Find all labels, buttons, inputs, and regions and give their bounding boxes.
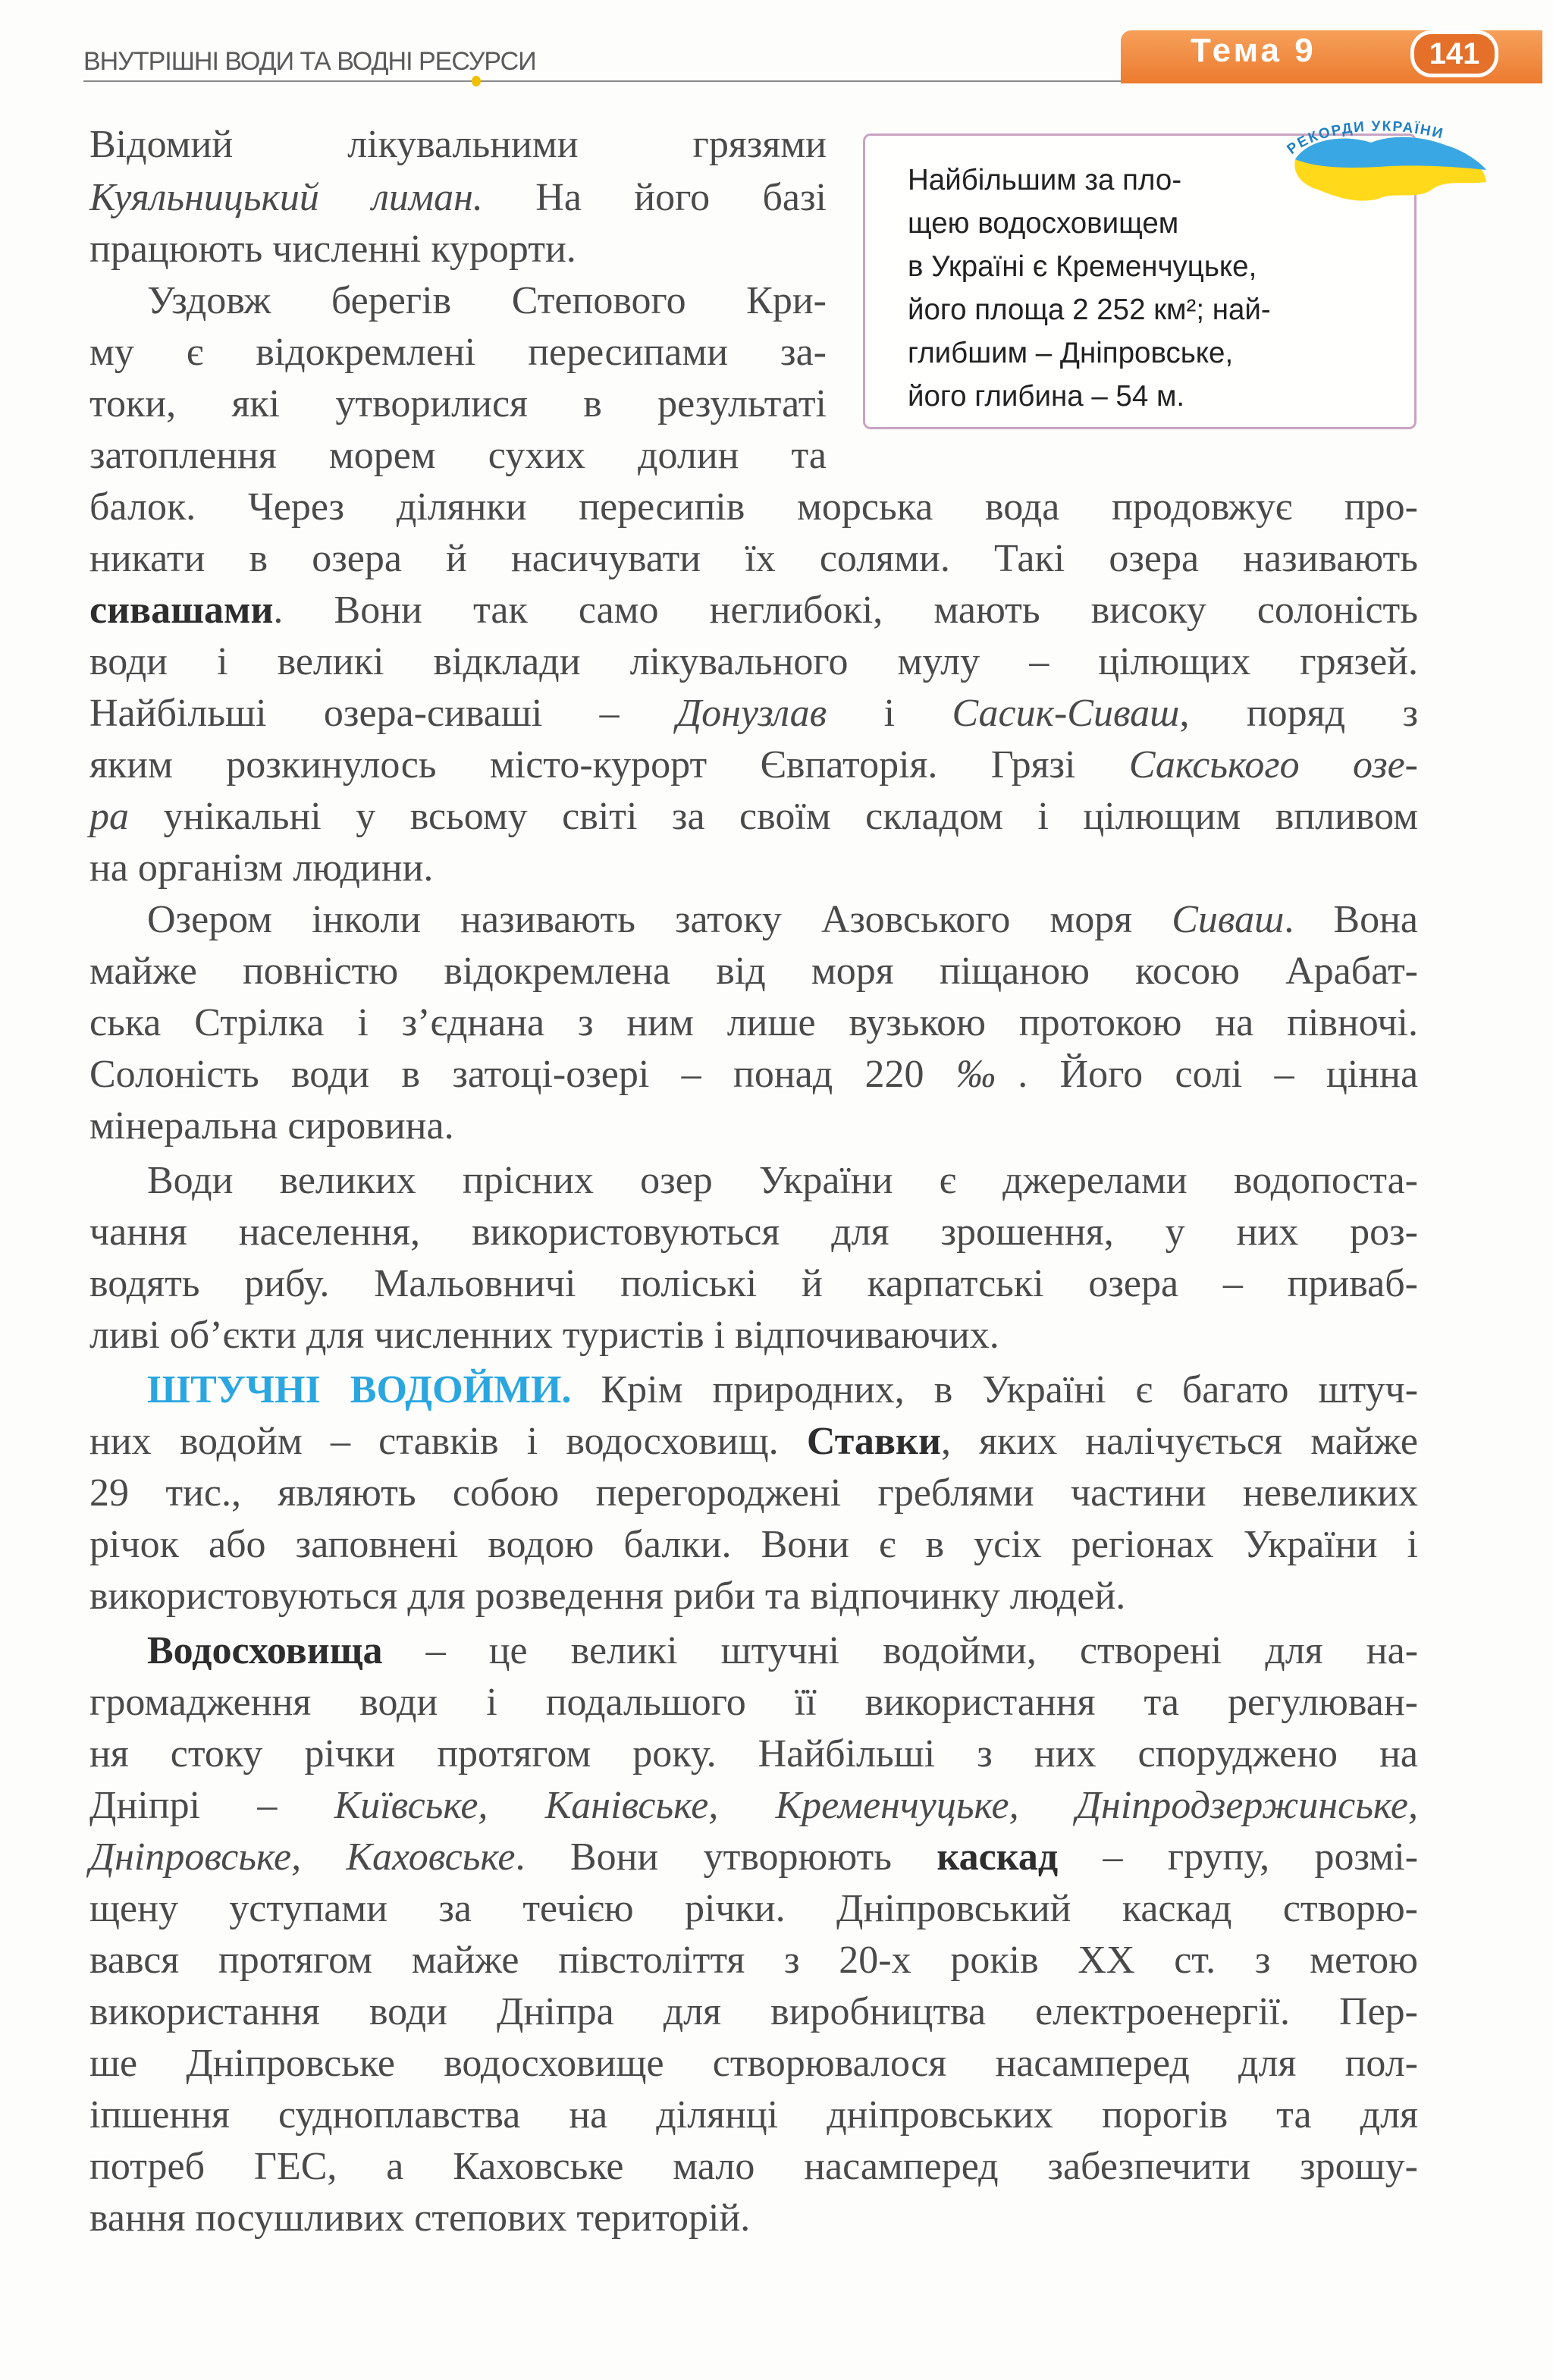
term-sivash: сивашами (89, 589, 274, 632)
text-line: ШТУЧНІ ВОДОЙМИ. Крім природних, в Україні є багато штуч- (89, 1364, 1418, 1417)
text-line: вання посушливих степових територій. (89, 2196, 751, 2240)
text-line: Відомий лікувальними грязями (89, 123, 827, 166)
term-vodoskhovyshcha: Водосховища (147, 1629, 383, 1672)
record-line: в Україні є Кременчуцьке, (908, 250, 1257, 283)
text-line: працюють численні курорти. (89, 228, 576, 271)
text-line: ська Стрілка і з’єднана з ним лише вузькою протокою на півночі. (89, 1001, 1418, 1044)
page-number: 141 (1410, 30, 1498, 77)
record-line: глибшим – Дніпровське, (908, 337, 1234, 369)
text-line: Води великих прісних озер України є джерелами водопоста- (147, 1159, 1418, 1202)
text-line: майже повністю відокремлена від моря піщаною косою Арабат- (89, 950, 1418, 993)
text-line: Озером інколи називають затоку Азовського моря Сиваш. Вона (147, 898, 1419, 941)
term-stavky: Ставки (806, 1420, 941, 1463)
text-line: вався протягом майже півстоліття з 20-х років XX ст. з метою (89, 1939, 1418, 1982)
text-line: никати в озера й насичувати їх солями. Такі озера називають (89, 537, 1418, 580)
text-line: Уздовж берегів Степового Кри- (147, 279, 827, 322)
running-head: ВНУТРІШНІ ВОДИ ТА ВОДНІ РЕСУРСИ (83, 47, 536, 76)
text-line: балок. Через ділянки пересипів морська вода продовжує про- (89, 485, 1418, 529)
text-line: Водосховища – це великі штучні водойми, створені для на- (89, 1625, 1418, 1678)
record-line: Найбільшим за пло- (908, 164, 1182, 196)
header-marker (472, 76, 481, 86)
text-line: Дніпрі – Київське, Канівське, Кременчуцьке, Дніпродзержинське, (89, 1784, 1419, 1827)
text-line: них водойм – ставків і водосховищ. Ставки, яких налічується майже (89, 1420, 1419, 1463)
text-line: 29 тис., являють собою перегороджені греблями частини невеликих (89, 1471, 1418, 1515)
header-rule (83, 80, 1221, 82)
text-line: Найбільші озера-сиваші – Донузлав і Сасик-Сиваш, поряд з (89, 692, 1418, 735)
text-line: використання води Дніпра для виробництва електроенергії. Пер- (89, 1990, 1418, 2033)
text-line: використовуються для розведення риби та відпочинку людей. (89, 1575, 1126, 1618)
text-line: мінеральна сировина. (89, 1104, 454, 1148)
text-line: ливі об’єкти для численних туристів і відпочиваючих. (89, 1314, 999, 1357)
section-heading: ШТУЧНІ ВОДОЙМИ. (147, 1368, 572, 1411)
text-line: водять рибу. Мальовничі поліські й карпатські озера – приваб- (89, 1262, 1418, 1305)
record-line: його глибина – 54 м. (908, 380, 1185, 413)
record-line: його площа 2 252 км²; най- (908, 294, 1271, 326)
text-line: чання населення, використовуються для зрошення, у них роз- (89, 1210, 1418, 1254)
topic-label: Тема 9 (1191, 32, 1316, 69)
text-line: ра унікальні у всьому світі за своїм складом і цілющим впливом (89, 795, 1418, 838)
ukraine-records-icon (1265, 106, 1500, 212)
text-line: му є відокремлені пересипами за- (89, 331, 827, 374)
badge-label: РЕКОРДИ УКРАЇНИ (1284, 118, 1446, 158)
text-line: затоплення морем сухих долин та (89, 434, 827, 477)
text-line: річок або заповнені водою балки. Вони є в усіх регіонах України і (89, 1523, 1418, 1566)
text-line: токи, які утворилися в результаті (89, 382, 827, 425)
text-line: яким розкинулось місто-курорт Євпаторія. Грязі Сакського озе- (89, 743, 1418, 787)
text-line: Дніпровське, Каховське. Вони утворюють каскад – групу, розмі- (89, 1835, 1419, 1879)
text-line: на організм людини. (89, 846, 434, 890)
text-line: ше Дніпровське водосховище створювалося насамперед для пол- (89, 2042, 1418, 2085)
record-line: щею водосховищем (908, 207, 1179, 240)
term-kaskad: каскад (937, 1835, 1059, 1879)
text-line: Солоність води в затоці-озері – понад 220 ‰. Його солі – цінна (89, 1053, 1419, 1096)
text-line: Куяльницький лиман. На його базі (89, 176, 827, 219)
text-line: іпшення судноплавства на ділянці дніпровських порогів та для (89, 2093, 1418, 2137)
text-line: води і великі відклади лікувального мулу – цілющих грязей. (89, 640, 1418, 683)
text-line: сивашами. Вони так само неглибокі, мають високу солоність (89, 589, 1418, 632)
text-line: громадження води і подальшого її використання та регулюван- (89, 1681, 1418, 1724)
text-line: потреб ГЕС, а Каховське мало насамперед забезпечити зрошу- (89, 2145, 1418, 2188)
text-line: щену уступами за течією річки. Дніпровський каскад створю- (89, 1887, 1418, 1930)
text-line: ня стоку річки протягом року. Найбільші з них споруджено на (89, 1732, 1418, 1776)
